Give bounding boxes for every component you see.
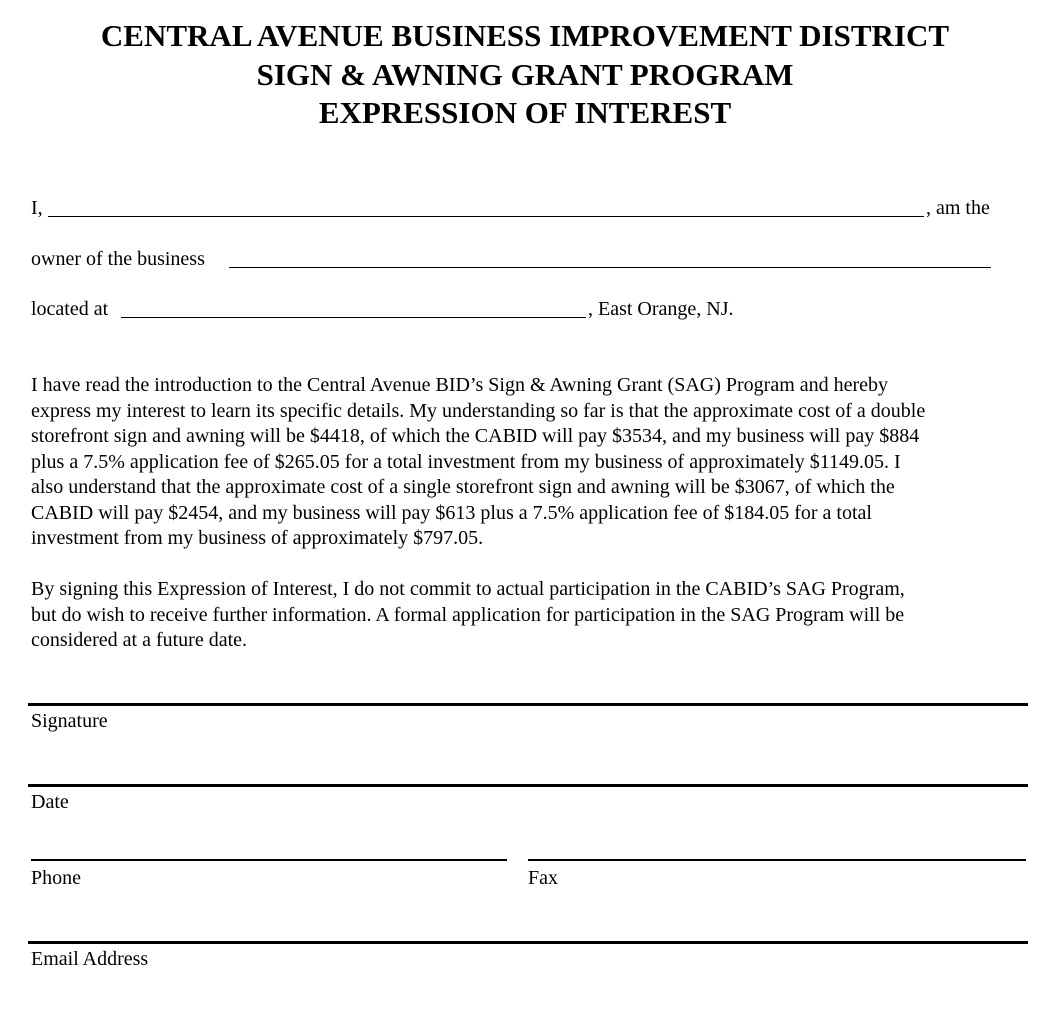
location-field[interactable] [121,299,586,318]
signature-label: Signature [31,710,108,732]
phone-label: Phone [31,867,81,889]
intro-paragraph: I have read the introduction to the Central Avenue BID’s Sign & Awning Grant (SAG) Program and hereby express my interest to learn its specific details. My understanding so far is that the approximate cost of a double storefront sign and awning will be $4418, of which the CABID will pay $3534, and my business will pay $884 plus a 7.5% application fee of $265.05 for a total investment from my business of approximately $1149.05. I also understand that the approximate cost of a single storefront sign and awning will be $3067, of which the CABID will pay $2454, and my business will pay $613 plus a 7.5% application fee of $184.05 for a total investment from my business of approximately $797.05. [31,374,926,549]
form-title-line-1: CENTRAL AVENUE BUSINESS IMPROVEMENT DISTRICT [100,18,950,53]
date-label: Date [31,791,69,813]
email-label: Email Address [31,948,149,970]
business-field[interactable] [229,249,991,268]
phone-field[interactable] [31,859,507,861]
fax-field[interactable] [528,859,1026,861]
signature-field[interactable] [28,703,1028,706]
fax-label: Fax [528,867,558,889]
form-title-line-2: SIGN & AWNING GRANT PROGRAM [256,57,794,92]
name-suffix: , am the [926,197,990,219]
date-field[interactable] [28,784,1028,787]
disclaimer-paragraph: By signing this Expression of Interest, I do not commit to actual participation in the CABID’s SAG Program, but do wish to receive further information. A formal application for participation in the SAG Program will be considered at a future date. [31,578,905,651]
location-label: located at [31,298,109,320]
location-suffix: , East Orange, NJ. [588,298,734,320]
business-label: owner of the business [31,248,205,270]
name-field[interactable] [48,198,924,217]
email-field[interactable] [28,941,1028,944]
name-prefix: I, [31,197,43,219]
form-title-line-3: EXPRESSION OF INTEREST [318,95,732,130]
